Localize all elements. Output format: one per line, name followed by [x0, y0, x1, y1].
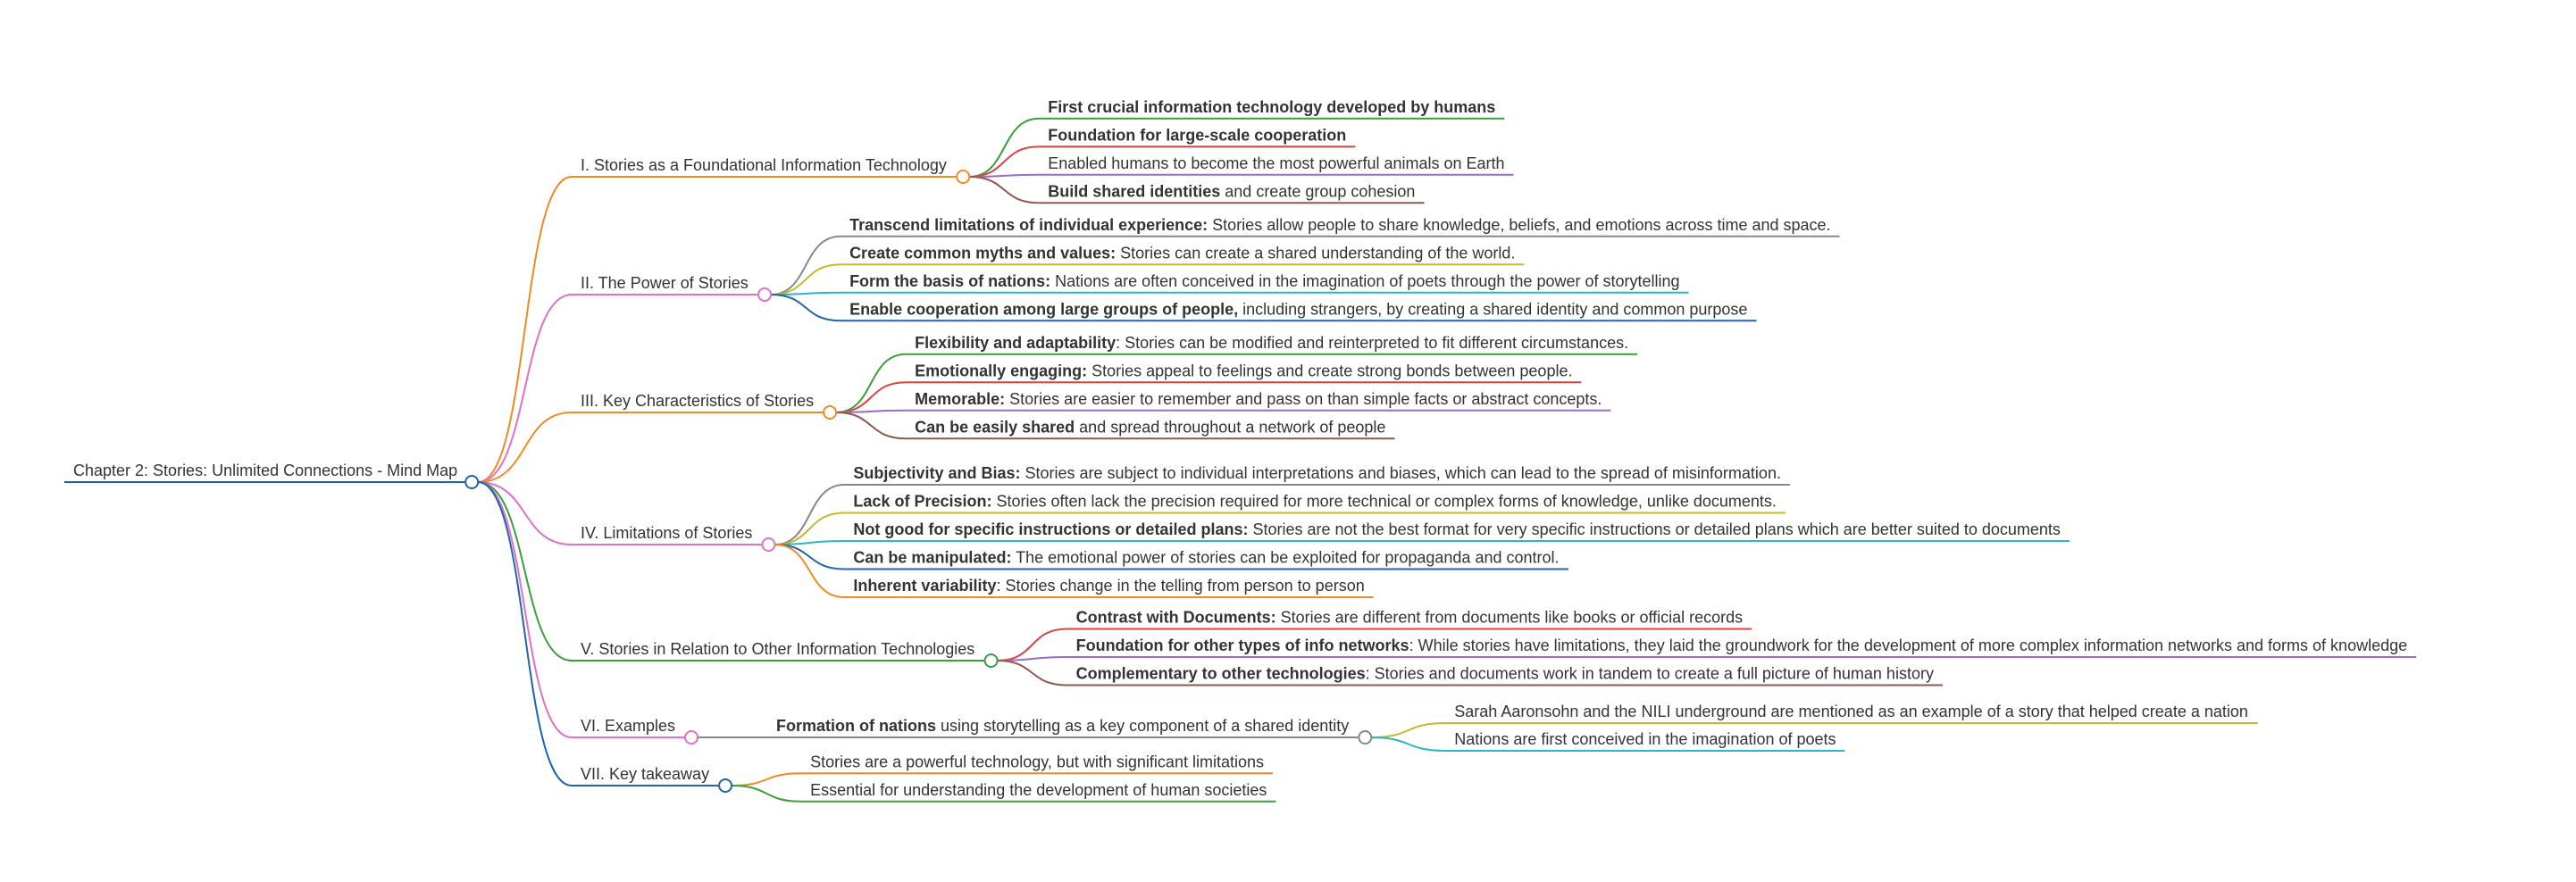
branch-4-child-1: [853, 464, 1781, 482]
branch-2-child-4-label: [849, 300, 1747, 318]
branch-3-child-4: [915, 418, 1385, 436]
branch-3-child-3-bold-text: Memorable:: [915, 389, 1006, 408]
branch-3-child-1-bold-text: Flexibility and adaptability: [915, 333, 1117, 352]
branch-1-child-4: [1048, 182, 1415, 200]
branch-3-child-4-connector: [836, 412, 906, 438]
branch-1-child-1-bold-text: First crucial information technology developed by humans: [1048, 97, 1496, 116]
branch-4-child-2: [853, 493, 1777, 511]
branch-3-child-4-label: [915, 418, 1385, 436]
branch-5: [581, 640, 974, 658]
branch-6-connector: [478, 482, 572, 737]
branch-1-connector: [478, 177, 572, 482]
branch-6-child-1-sub-2: [1454, 730, 1836, 748]
branch-5-child-1-label: [1076, 609, 1744, 627]
branch-4-child-1-label: [853, 464, 1781, 482]
branch-6: [581, 717, 675, 735]
branch-1-text: I. Stories as a Foundational Information Technology: [581, 156, 947, 174]
branch-5-child-3: [1076, 665, 1934, 683]
branch-2-label: [581, 274, 749, 292]
branch-5-child-2-bold-text: Foundation for other types of info networks: [1075, 637, 1409, 654]
branch-5-label: [581, 640, 974, 658]
branch-2-child-2-bold-text: Create common myths and values:: [849, 244, 1117, 262]
branch-4-dot[interactable]: [762, 538, 774, 551]
branch-5-child-1-connector: [998, 629, 1067, 662]
branch-7-label: [581, 765, 709, 783]
branch-2: [581, 274, 749, 292]
root-node-text: Chapter 2: Stories: Unlimited Connections - Mind Map: [73, 462, 458, 479]
branch-5-child-3-connector: [998, 661, 1067, 686]
branch-1-child-4-connector: [969, 177, 1039, 203]
branch-3-child-3-text: Stories are easier to remember and pass on than simple facts or abstract concepts.: [1005, 389, 1602, 408]
branch-4-child-2-text: Stories often lack the precision required for more technical or complex forms of knowledge, unlike documents.: [991, 492, 1777, 511]
branch-1-child-4-label: [1048, 182, 1415, 200]
branch-4-child-4-connector: [774, 545, 844, 570]
branch-4-child-3-bold-text: Not good for specific instructions or detailed plans:: [853, 520, 1249, 538]
branch-7-dot[interactable]: [719, 779, 732, 792]
branch-5-child-1-text: Stories are different from documents like books or official records: [1275, 608, 1744, 627]
branch-1-child-4-bold-text: Build shared identities: [1048, 182, 1221, 201]
branch-1-child-4-text: and create group cohesion: [1220, 182, 1416, 201]
branch-4-child-3: [853, 520, 2061, 538]
branch-3-child-2-connector: [836, 382, 906, 412]
branch-6-child-1-sub-1-connector: [1371, 723, 1445, 737]
root-node: [73, 462, 457, 479]
branch-6-child-1-text: using storytelling as a key component of a shared identity: [936, 717, 1350, 735]
branch-3-child-2: [915, 362, 1572, 379]
branch-7-child-1-connector: [732, 773, 801, 786]
branch-7: [581, 765, 709, 783]
branch-4-child-3-label: [853, 520, 2061, 538]
branch-1-label: [581, 156, 947, 174]
branch-4-child-5-text: : Stories change in the telling from person to person: [996, 577, 1365, 595]
branch-5-text: V. Stories in Relation to Other Information Technologies: [581, 640, 975, 658]
branch-2-child-3-bold-text: Form the basis of nations:: [849, 271, 1051, 290]
branch-2-child-2-text: Stories can create a shared understanding of the world.: [1116, 244, 1516, 262]
branch-3-child-4-bold-text: Can be easily shared: [915, 418, 1075, 437]
branch-3-dot[interactable]: [824, 406, 836, 419]
branch-3-child-1-text: : Stories can be modified and reinterpreted to fit different circumstances.: [1116, 333, 1629, 352]
branch-6-child-1-bold-text: Formation of nations: [776, 717, 937, 735]
branch-5-child-2-label: [1076, 637, 2408, 654]
branch-6-child-1-sub-1-text: Sarah Aaronsohn and the NILI underground are mentioned as an example of a story that helped create a nation: [1454, 703, 2248, 720]
branch-3-child-2-bold-text: Emotionally engaging:: [915, 362, 1088, 380]
branch-2-child-2-connector: [771, 264, 841, 295]
root-node-dot[interactable]: [465, 476, 478, 488]
branch-3-child-1-label: [915, 334, 1628, 352]
branch-4-child-5-label: [853, 577, 1364, 595]
branch-3-child-3: [915, 390, 1602, 408]
branch-7-child-1: [810, 753, 1264, 770]
branch-4-text: IV. Limitations of Stories: [581, 524, 753, 542]
branch-6-child-1-label: [776, 717, 1349, 735]
branch-6-child-1-sub-1-label: [1454, 703, 2248, 720]
branch-2-text: II. The Power of Stories: [581, 274, 749, 292]
branch-3-child-2-text: Stories appeal to feelings and create strong bonds between people.: [1087, 362, 1573, 380]
branch-1: [581, 156, 947, 174]
branch-1-child-3: [1048, 154, 1504, 172]
branch-1-child-2-connector: [969, 146, 1039, 177]
branch-3-child-1: [915, 334, 1628, 352]
branch-7-child-1-label: [810, 753, 1264, 770]
branch-7-child-2: [810, 781, 1267, 799]
branch-7-connector: [478, 482, 572, 786]
branch-2-child-4-bold-text: Enable cooperation among large groups of people,: [849, 300, 1239, 319]
branch-1-child-3-text: Enabled humans to become the most powerful animals on Earth: [1048, 154, 1505, 172]
branch-2-child-3: [849, 272, 1679, 290]
branch-1-dot[interactable]: [957, 171, 969, 183]
branch-3-child-3-label: [915, 390, 1602, 408]
branch-4-child-1-bold-text: Subjectivity and Bias:: [853, 464, 1021, 482]
branch-6-label: [581, 717, 675, 735]
branch-5-child-3-bold-text: Complementary to other technologies: [1075, 664, 1366, 683]
branch-4-label: [581, 524, 752, 542]
branch-4: [581, 524, 752, 542]
branch-5-child-1-bold-text: Contrast with Documents:: [1075, 608, 1276, 627]
branch-2-child-2-label: [849, 244, 1515, 262]
branch-4-child-2-label: [853, 493, 1777, 511]
branch-3-label: [581, 392, 814, 410]
branch-3-text: III. Key Characteristics of Stories: [581, 392, 815, 410]
branch-2-child-2: [849, 244, 1515, 262]
branch-5-child-2-text: : While stories have limitations, they laid the groundwork for the development of more complex information networks and forms of knowledge: [1409, 637, 2408, 654]
branch-2-child-1-label: [849, 216, 1831, 234]
branch-5-dot[interactable]: [985, 654, 998, 667]
branch-2-child-3-label: [849, 272, 1679, 290]
branch-4-child-4-label: [853, 549, 1559, 567]
branch-2-dot[interactable]: [758, 288, 771, 301]
branch-4-child-5-bold-text: Inherent variability: [853, 577, 997, 595]
branch-7-child-2-text: Essential for understanding the development of human societies: [810, 780, 1267, 799]
branch-4-child-1-text: Stories are subject to individual interpretations and biases, which can lead to the spread of misinformation.: [1020, 464, 1781, 482]
branch-6-child-1: [776, 717, 1349, 735]
branch-3: [581, 392, 814, 410]
branch-1-child-3-label: [1048, 154, 1504, 172]
branch-1-child-2: [1048, 126, 1346, 144]
branch-1-child-2-label: [1048, 126, 1346, 144]
branch-4-child-4-text: The emotional power of stories can be exploited for propaganda and control.: [1011, 548, 1560, 567]
branch-6-child-1-sub-2-label: [1454, 730, 1836, 748]
branch-6-child-1-sub-1: [1454, 703, 2248, 720]
branch-4-child-5: [853, 577, 1364, 595]
branch-2-child-1-text: Stories allow people to share knowledge, beliefs, and emotions across time and space.: [1208, 215, 1831, 234]
branch-5-child-1: [1076, 609, 1744, 627]
branch-2-child-4-text: including strangers, by creating a shared identity and common purpose: [1238, 300, 1748, 319]
branch-4-child-3-text: Stories are not the best format for very specific instructions or detailed plans which are better suited to documents: [1248, 520, 2061, 538]
branch-1-child-2-bold-text: Foundation for large-scale cooperation: [1048, 126, 1347, 145]
branch-6-dot[interactable]: [685, 731, 698, 744]
root-node-label: [73, 462, 457, 479]
branch-4-child-4-bold-text: Can be manipulated:: [853, 548, 1012, 567]
branch-1-child-1: [1048, 98, 1495, 116]
branch-2-child-1: [849, 216, 1831, 234]
branch-6-child-1-dot[interactable]: [1359, 731, 1371, 744]
branch-7-child-2-label: [810, 781, 1267, 799]
branch-3-child-2-label: [915, 362, 1572, 379]
branch-2-child-1-bold-text: Transcend limitations of individual experience:: [849, 215, 1209, 234]
branch-2-connector: [478, 295, 572, 482]
branch-4-child-5-connector: [774, 545, 844, 597]
branch-6-text: VI. Examples: [581, 717, 676, 735]
branch-5-child-3-label: [1076, 665, 1934, 683]
branch-2-child-4: [849, 300, 1747, 318]
branch-6-child-1-sub-2-connector: [1371, 737, 1445, 751]
branch-5-child-2: [1076, 637, 2408, 654]
branch-7-child-1-text: Stories are a powerful technology, but with significant limitations: [810, 753, 1264, 771]
branch-7-text: VII. Key takeaway: [581, 765, 710, 783]
branch-3-child-4-text: and spread throughout a network of people: [1075, 418, 1386, 437]
branch-4-child-4: [853, 549, 1559, 567]
branch-4-child-2-connector: [774, 513, 844, 545]
branch-5-child-3-text: : Stories and documents work in tandem to create a full picture of human history: [1365, 664, 1934, 683]
branch-7-child-2-connector: [732, 786, 801, 802]
branch-6-child-1-sub-2-text: Nations are first conceived in the imagination of poets: [1454, 730, 1836, 748]
branch-2-child-3-text: Nations are often conceived in the imagination of poets through the power of storytelling: [1050, 271, 1680, 290]
branch-4-child-2-bold-text: Lack of Precision:: [853, 492, 992, 511]
branch-1-child-1-label: [1048, 98, 1495, 116]
branch-2-child-4-connector: [771, 295, 841, 320]
